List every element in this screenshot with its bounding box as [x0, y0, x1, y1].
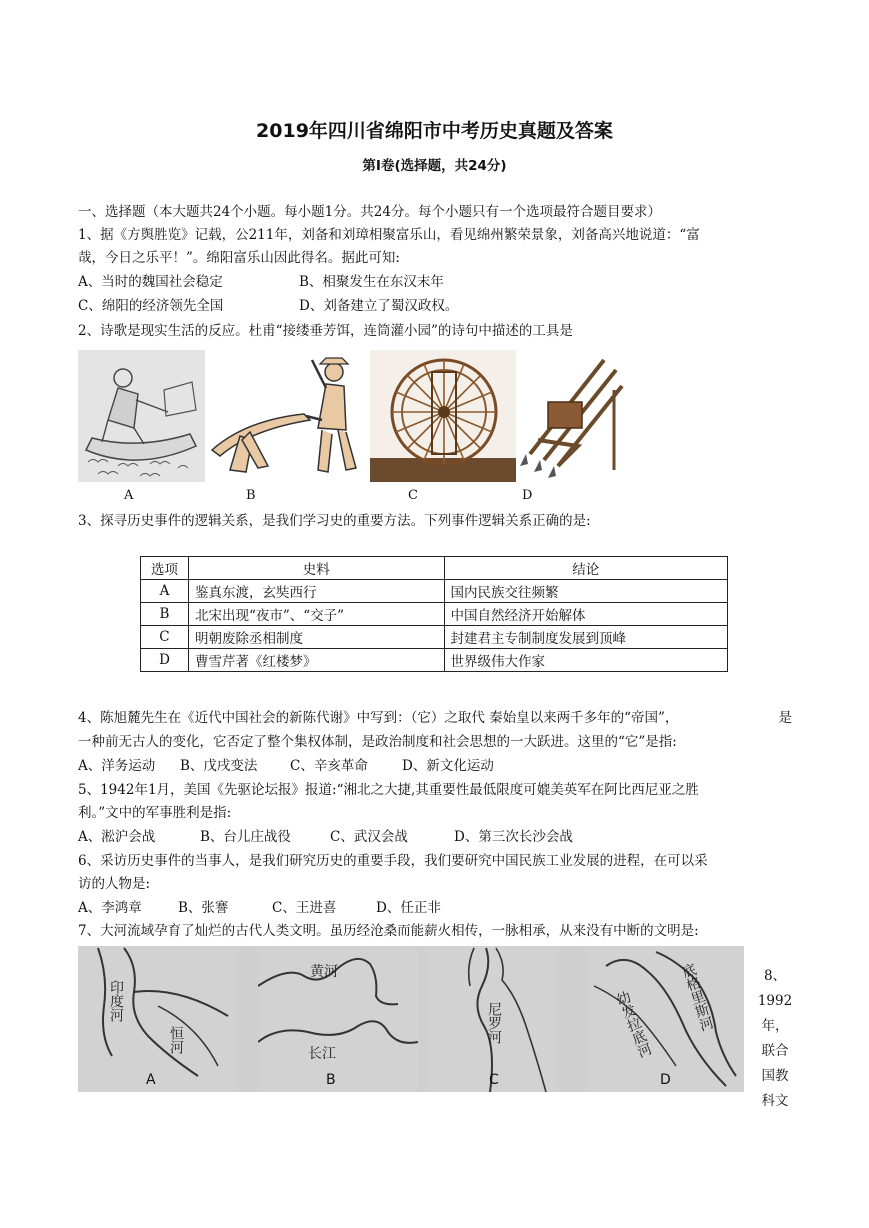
q6-option-b: B、张謇 [178, 900, 229, 916]
yellow-yangtze-map [258, 946, 418, 1092]
table-cell: 鉴真东渡，玄奘西行 [188, 580, 444, 603]
table-row [141, 626, 728, 649]
q3-table [140, 556, 728, 672]
table-row [141, 649, 728, 672]
q6-option-d: D、任正非 [376, 900, 441, 916]
table-cell: 世界级伟大作家 [444, 649, 727, 672]
q6-options [78, 897, 792, 919]
plough-illustration [206, 350, 370, 482]
q4-option-b: B、戊戌变法 [180, 758, 258, 774]
table-cell: B [141, 603, 189, 626]
nile-map [426, 946, 558, 1092]
q5-stem-line2: 利。”文中的军事胜利是指: [78, 805, 232, 821]
table-cell: 明朝废除丞相制度 [188, 626, 444, 649]
q4-stem-line1-text: 4、陈旭麓先生在《近代中国社会的新陈代谢》中写到：（它）之取代 秦始皇以来两千多年的“帝国”， [78, 710, 679, 726]
table-cell: A [141, 580, 189, 603]
table-header-cell: 史料 [188, 557, 444, 580]
q8-side-line: 联合 [761, 1043, 789, 1059]
table-cell: 曹雪芹著《红楼梦》 [188, 649, 444, 672]
q6-option-c: C、王进喜 [272, 900, 337, 916]
table-cell: 封建君主专制制度发展到顶峰 [444, 626, 727, 649]
table-header-cell: 结论 [444, 557, 727, 580]
map-river-label: 幼发拉底河 [612, 989, 654, 1060]
q1-stem-line2: 哉，今日之乐平！”。绵阳富乐山因此得名。据此可知: [78, 250, 400, 266]
q8-side-line: 年， [761, 1018, 789, 1034]
q7-label-b: B [326, 1072, 336, 1088]
map-river-label: 黄河 [310, 964, 338, 980]
map-river-label: 恒河 [168, 1026, 184, 1054]
q5-options [78, 826, 792, 848]
q7-label-a: A [146, 1072, 156, 1088]
q8-side-line: 科文 [761, 1093, 789, 1109]
q1-options-row2 [78, 295, 792, 317]
q4-stem-line1 [78, 707, 792, 729]
q8-side-line: 1992 [757, 993, 793, 1009]
q7-stem: 7、大河流域孕育了灿烂的古代人类文明。虽历经沧桑而能薪火相传，一脉相承，从来没有中断的文明是: [78, 923, 699, 939]
q4-stem-line2: 一种前无古人的变化，它否定了整个集权体制，是政治制度和社会思想的一大跃进。这里的“它”是指: [78, 734, 677, 750]
section-heading: 一、选择题（本大题共24个小题。每小题1分。共24分。每个小题只有一个选项最符合题目要求） [78, 204, 661, 220]
q8-side-line: 8、 [763, 968, 787, 984]
q7-label-d: D [660, 1072, 671, 1088]
q5-option-b: B、台儿庄战役 [200, 829, 291, 845]
page-title: 2019年四川省绵阳市中考历史真题及答案 [256, 120, 613, 142]
q4-stem-line1-end: 是 [778, 710, 792, 726]
table-cell: 北宋出现“夜市”、“交子” [188, 603, 444, 626]
map-river-label: 尼罗河 [486, 1002, 502, 1044]
waterwheel-illustration [370, 350, 516, 482]
q2-label-d: D [522, 488, 533, 503]
q6-stem-line2: 访的人物是: [78, 876, 151, 892]
tigris-euphrates-map [586, 946, 744, 1092]
q4-option-a: A、洋务运动 [78, 758, 156, 774]
map-river-label: 印度河 [108, 980, 124, 1022]
plough-model-illustration [518, 350, 626, 482]
q5-option-a: A、淞沪会战 [78, 829, 156, 845]
q5-option-c: C、武汉会战 [330, 829, 408, 845]
indus-ganges-map [78, 946, 238, 1092]
table-cell: D [141, 649, 189, 672]
q4-option-c: C、辛亥革命 [290, 758, 368, 774]
q2-figures [78, 350, 538, 482]
table-cell: 中国自然经济开始解体 [444, 603, 727, 626]
table-cell: 国内民族交往频繁 [444, 580, 727, 603]
q1-option-c: C、绵阳的经济领先全国 [78, 298, 224, 314]
q2-label-b: B [246, 488, 256, 503]
q1-options-row1 [78, 271, 792, 293]
table-header-cell: 选项 [141, 557, 189, 580]
q4-options [78, 755, 792, 777]
map-river-label: 底格里斯河 [678, 961, 716, 1034]
q7-label-c: C [489, 1072, 499, 1088]
q2-label-a: A [124, 488, 134, 503]
table-row [141, 580, 728, 603]
table-row [141, 603, 728, 626]
table-header-row [141, 557, 728, 580]
q1-option-d: D、刘备建立了蜀汉政权。 [299, 298, 459, 314]
q8-side-text [757, 964, 793, 1114]
q8-side-line: 国教 [761, 1068, 789, 1084]
q5-stem-line1: 5、1942年1月，美国《先驱论坛报》报道:“湘北之大捷,其重要性最低限度可媲美英军在阿比西尼亚之胜 [78, 782, 699, 798]
table-cell: C [141, 626, 189, 649]
q1-option-b: B、相聚发生在东汉末年 [299, 274, 444, 290]
map-river-label: 长江 [308, 1046, 336, 1062]
q5-option-d: D、第三次长沙会战 [454, 829, 573, 845]
q6-option-a: A、李鸿章 [78, 900, 142, 916]
fishing-boat-illustration [78, 350, 205, 482]
q1-option-a: A、当时的魏国社会稳定 [78, 274, 223, 290]
q6-stem-line1: 6、采访历史事件的当事人，是我们研究历史的重要手段，我们要研究中国民族工业发展的进程，在可以采 [78, 853, 708, 869]
q2-stem: 2、诗歌是现实生活的反应。杜甫“接缕垂芳饵，连筒灌小园”的诗句中描述的工具是 [78, 323, 573, 339]
q1-stem-line1: 1、据《方舆胜览》记载，公211年，刘备和刘璋相聚富乐山，看见绵州繁荣景象，刘备高兴地说道：“富 [78, 227, 700, 243]
q4-option-d: D、新文化运动 [402, 758, 494, 774]
section-subtitle: 第Ⅰ卷(选择题，共24分) [362, 158, 507, 174]
q2-label-c: C [408, 488, 418, 503]
q7-river-maps [78, 946, 744, 1092]
q3-stem: 3、探寻历史事件的逻辑关系，是我们学习史的重要方法。下列事件逻辑关系正确的是: [78, 513, 591, 529]
